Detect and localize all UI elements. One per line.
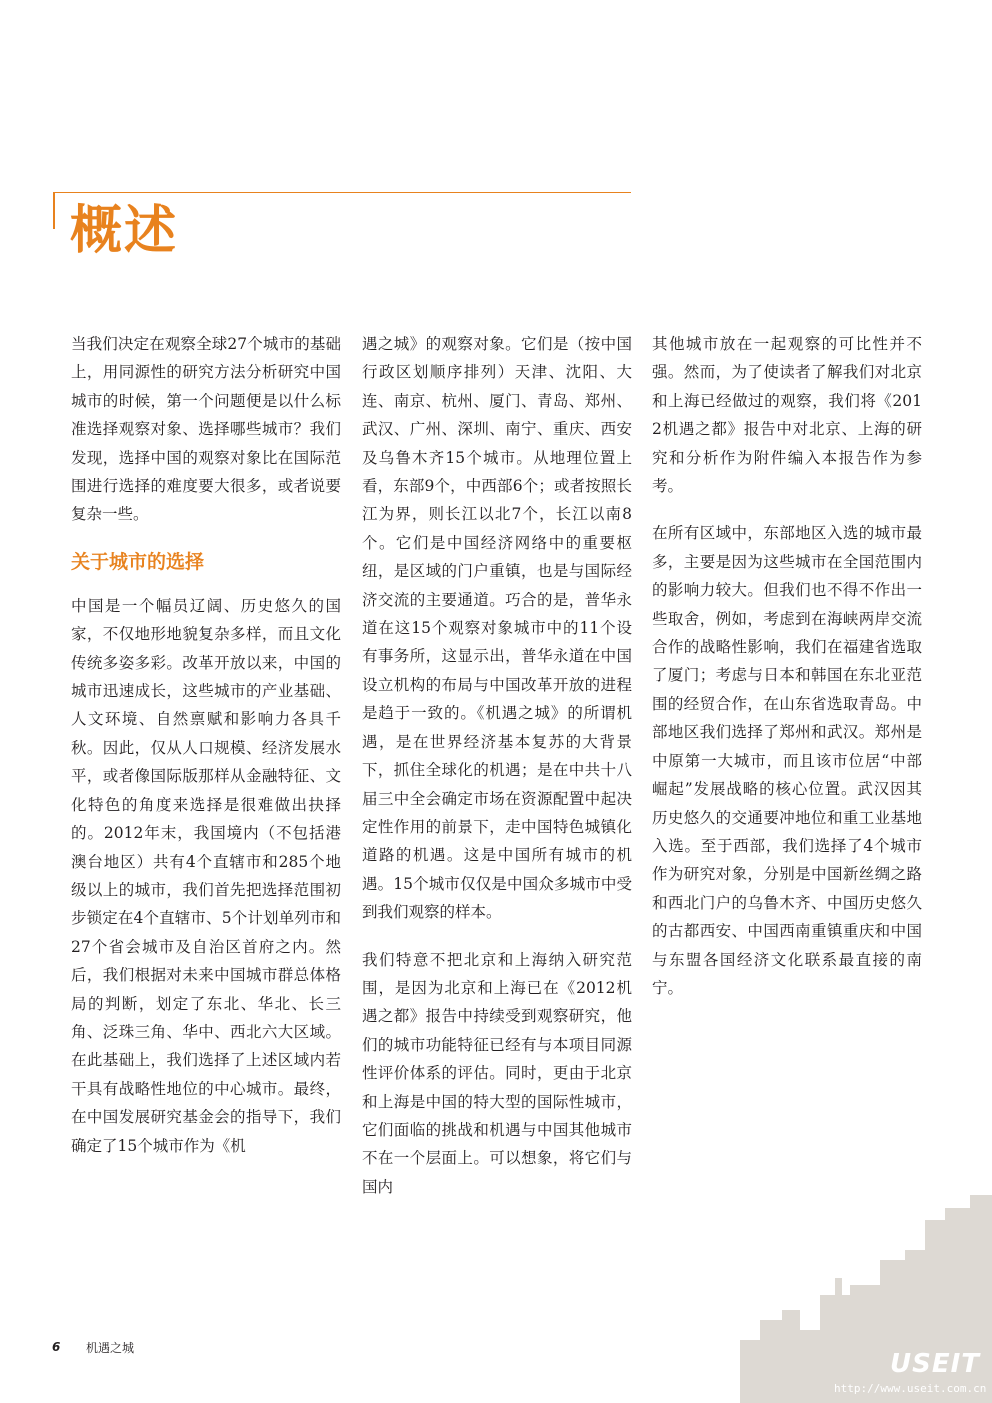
title-rule-horizontal: [53, 192, 631, 193]
text-column-1: [71, 330, 341, 1179]
watermark-logo: USEIT: [890, 1349, 981, 1379]
text-column-2: [362, 330, 632, 1220]
page-title: 概述: [70, 201, 179, 261]
page-number: 6: [52, 1340, 61, 1354]
watermark-url: http://www.useit.com.cn: [834, 1382, 987, 1395]
footer-publication-title: 机遇之城: [86, 1341, 135, 1355]
regional-selection-paragraph: 在所有区域中，东部地区入选的城市最多，主要是因为这些城市在全国范围内的影响力较大。但我们也不得不作出一些取舍，例如，考虑到在海峡两岸交流合作的战略性影响，我们在福建省选取了厦门；考虑与日本和韩国在东北亚范围的经贸合作，在山东省选取青岛。中部地区我们选择了郑州和武汉。郑州是中原第一大城市，而且该市位居“中部崛起”发展战略的核心位置。武汉因其历史悠久的交通要冲地位和重工业基地入选。至于西部，我们选择了4个城市作为研究对象，分别是中国新丝绸之路和西北门户的乌鲁木齐、中国历史悠久的古都西安、中国西南重镇重庆和中国与东盟各国经济文化联系最直接的南宁。: [652, 524, 922, 997]
intro-paragraph: 当我们决定在观察全球27个城市的基础上，用同源性的研究方法分析研究中国城市的时候，第一个问题便是以什么标准选择观察对象、选择哪些城市？我们发现，选择中国的观察对象比在国际范围进行选择的难度要大很多，或者说要复杂一些。: [71, 335, 341, 524]
city-selection-paragraph: 中国是一个幅员辽阔、历史悠久的国家，不仅地形地貌复杂多样，而且文化传统多姿多彩。改革开放以来，中国的城市迅速成长，这些城市的产业基础、人文环境、自然禀赋和影响力各具千秋。因此，仅从人口规模、经济发展水平，或者像国际版那样从金融特征、文化特色的角度来选择是很难做出抉择的。2012年末，我国境内（不包括港澳台地区）共有4个直辖市和285个地级以上的城市，我们首先把选择范围初步锁定在4个直辖市、5个计划单列市和27个省会城市及自治区首府之内。然后，我们根据对未来中国城市群总体格局的判断，划定了东北、华北、长三角、泛珠三角、华中、西北六大区域。在此基础上，我们选择了上述区域内若干具有战略性地位的中心城市。最终，在中国发展研究基金会的指导下，我们确定了15个城市作为《机: [71, 596, 341, 1155]
text-column-3: [652, 330, 922, 1021]
section-heading: 关于城市的选择: [71, 550, 205, 573]
observed-cities-paragraph: 遇之城》的观察对象。它们是（按中国行政区划顺序排列）天津、沈阳、大连、南京、杭州、厦门、青岛、郑州、武汉、广州、深圳、南宁、重庆、西安及乌鲁木齐15个城市。从地理位置上看，东部9个，中西部6个；或者按照长江为界，则长江以北7个，长江以南8个。它们是中国经济网络中的重要枢纽，是区域的门户重镇，也是与国际经济交流的主要通道。巧合的是，普华永道在这15个观察对象城市中的11个设有事务所，这显示出，普华永道在中国设立机构的布局与中国改革开放的进程是趋于一致的。《机遇之城》的所谓机遇，是在世界经济基本复苏的大背景下，抓住全球化的机遇；是在中共十八届三中全会确定市场在资源配置中起决定性作用的前景下，走中国特色城镇化道路的机遇。这是中国所有城市的机遇。15个城市仅仅是中国众多城市中受到我们观察的样本。: [362, 335, 632, 922]
comparability-paragraph: 其他城市放在一起观察的可比性并不强。然而，为了使读者了解我们对北京和上海已经做过的观察，我们将《2012机遇之都》报告中对北京、上海的研究和分析作为附件编入本报告作为参考。: [652, 335, 922, 496]
beijing-shanghai-paragraph: 我们特意不把北京和上海纳入研究范围，是因为北京和上海已在《2012机遇之都》报告中持续受到观察研究，他们的城市功能特征已经有与本项目同源性评价体系的评估。同时，更由于北京和上海是中国的特大型的国际性城市，它们面临的挑战和机遇与中国其他城市不在一个层面上。可以想象，将它们与国内: [362, 950, 632, 1196]
title-rule-vertical: [53, 192, 55, 229]
